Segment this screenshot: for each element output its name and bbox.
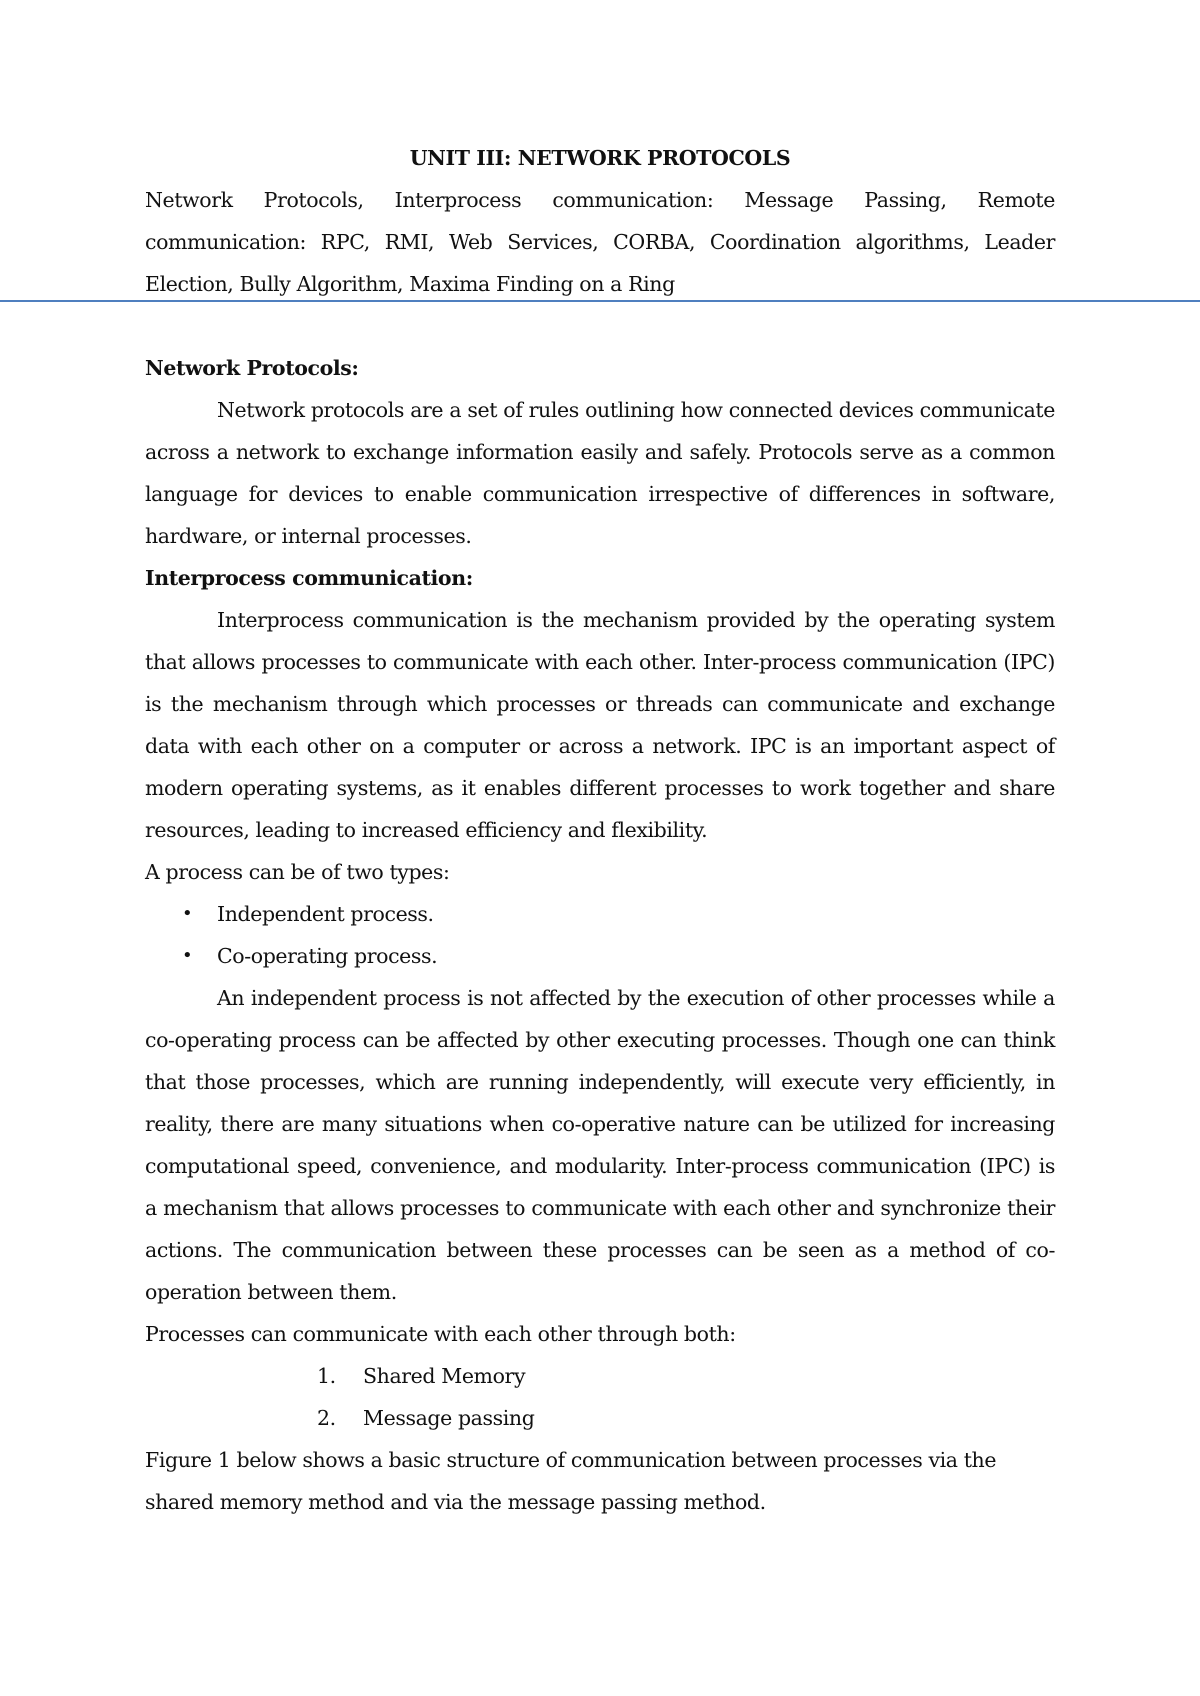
- communication-methods-intro: Processes can communicate with each other through both:: [145, 1322, 736, 1346]
- list-item-label: Shared Memory: [363, 1364, 526, 1388]
- document-body: [145, 347, 1055, 1523]
- process-types-list: [145, 893, 1055, 977]
- figure-note: Figure 1 below shows a basic structure of communication between processes via the shared memory method and via the message passing method.: [145, 1448, 997, 1514]
- communication-methods-list: [145, 1355, 1055, 1439]
- section-heading-network-protocols: Network Protocols:: [145, 356, 359, 380]
- list-item: [145, 935, 1055, 977]
- section-heading-ipc: Interprocess communication:: [145, 566, 473, 590]
- process-types-intro: A process can be of two types:: [145, 860, 450, 884]
- list-item: [145, 1397, 1055, 1439]
- list-item-label: Independent process.: [217, 902, 434, 926]
- unit-topics: Network Protocols, Interprocess communication: Message Passing, Remote communication: RPC, RMI, Web Services, CORBA, Coordination algorithms, Leader Election, Bully Algorithm, Maxima Finding on a Ring: [145, 188, 1055, 296]
- unit-title: UNIT III: NETWORK PROTOCOLS: [409, 146, 791, 170]
- ipc-paragraph-1: Interprocess communication is the mechanism provided by the operating system that allows processes to communicate with each other. Inter-process communication (IPC) is the mechanism through which processes or threads can communicate and exchange data with each other on a computer or across a network. IPC is an important aspect of modern operating systems, as it enables different processes to work together and share resources, leading to increased efficiency and flexibility.: [145, 608, 1055, 842]
- list-number: 1.: [317, 1364, 336, 1388]
- bullet-icon: •: [182, 945, 193, 966]
- unit-header: [145, 137, 1055, 305]
- list-item: [145, 893, 1055, 935]
- list-item: [145, 1355, 1055, 1397]
- bullet-icon: •: [182, 903, 193, 924]
- network-protocols-paragraph: Network protocols are a set of rules outlining how connected devices communicate across a network to exchange information easily and safely. Protocols serve as a common language for devices to enable communication irrespective of differences in software, hardware, or internal processes.: [145, 398, 1055, 548]
- header-divider: [0, 300, 1200, 302]
- list-number: 2.: [317, 1406, 336, 1430]
- ipc-paragraph-2: An independent process is not affected by the execution of other processes while a co-operating process can be affected by other executing processes. Though one can think that those processes, which are running independently, will execute very efficiently, in reality, there are many situations when co-operative nature can be utilized for increasing computational speed, convenience, and modularity. Inter-process communication (IPC) is a mechanism that allows processes to communicate with each other and synchronize their actions. The communication between these processes can be seen as a method of co-operation between them.: [145, 986, 1055, 1304]
- list-item-label: Message passing: [363, 1406, 535, 1430]
- list-item-label: Co-operating process.: [217, 944, 438, 968]
